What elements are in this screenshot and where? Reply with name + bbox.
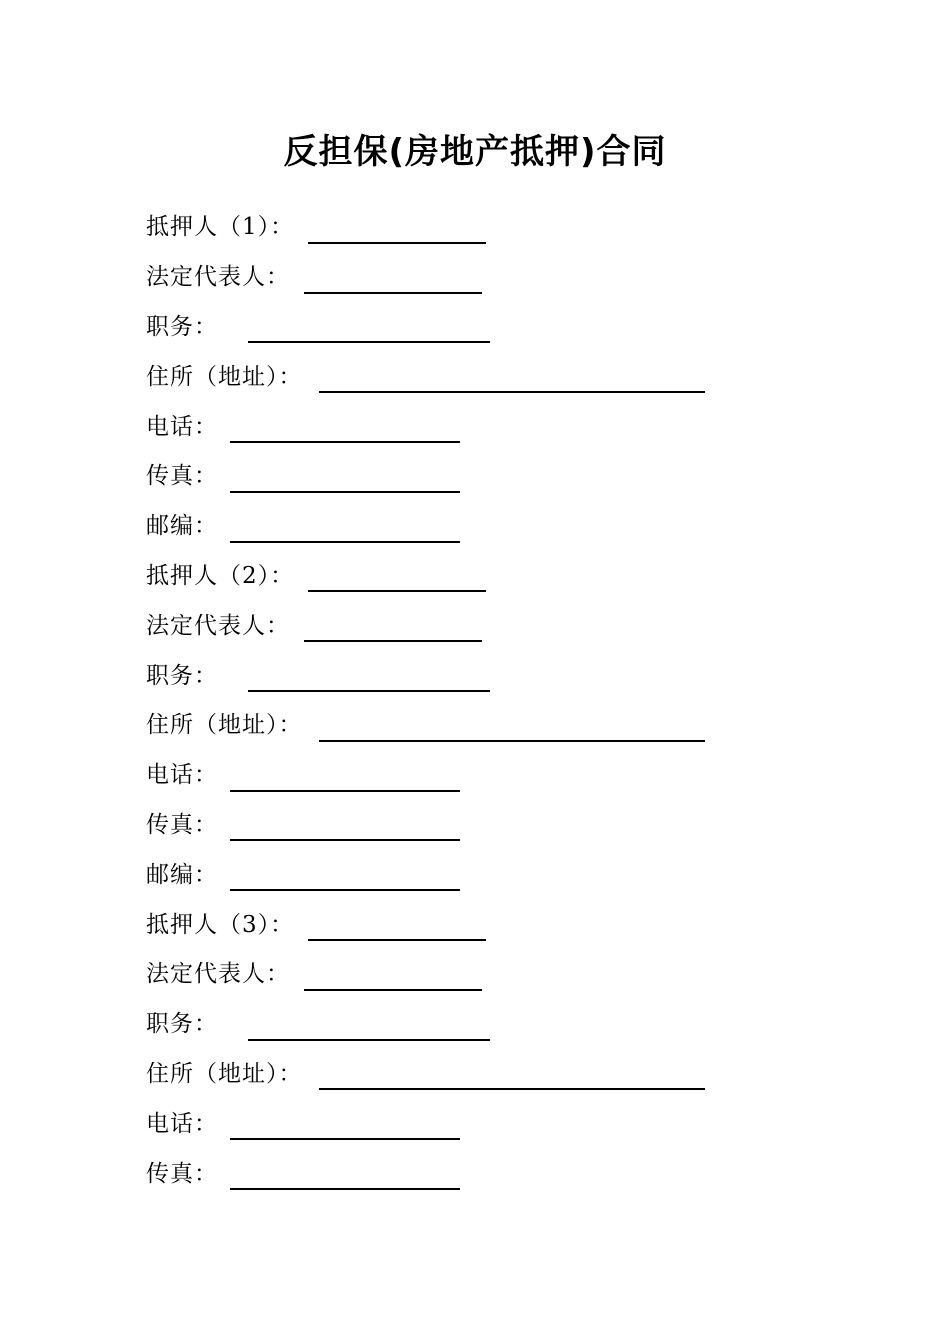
- fill-in-blank[interactable]: [304, 270, 482, 294]
- field-row-legal-rep-3: [146, 947, 846, 997]
- field-label: 法定代表人：: [146, 961, 290, 988]
- fill-in-blank[interactable]: [319, 369, 705, 393]
- fill-in-blank[interactable]: [308, 568, 486, 592]
- document-title: 反担保(房地产抵押)合同: [283, 132, 667, 172]
- contract-fields: [146, 200, 846, 1196]
- field-row-mortgagor-1: [146, 200, 846, 250]
- field-row-legal-rep-2: [146, 598, 846, 648]
- field-row-phone-1: [146, 399, 846, 449]
- field-label: 邮编：: [146, 861, 218, 888]
- field-row-fax-1: [146, 449, 846, 499]
- field-label: 邮编：: [146, 513, 218, 540]
- field-label: 传真：: [146, 463, 218, 490]
- fill-in-blank[interactable]: [230, 519, 460, 543]
- field-row-fax-3: [146, 1146, 846, 1196]
- field-row-mortgagor-3: [146, 897, 846, 947]
- fill-in-blank[interactable]: [248, 668, 490, 692]
- field-label: 抵押人（1）：: [146, 214, 295, 241]
- fill-in-blank[interactable]: [319, 1066, 705, 1090]
- field-row-position-1: [146, 300, 846, 350]
- field-row-legal-rep-1: [146, 250, 846, 300]
- fill-in-blank[interactable]: [230, 1166, 460, 1190]
- field-row-position-3: [146, 997, 846, 1047]
- field-label: 传真：: [146, 811, 218, 838]
- field-label: 抵押人（3）：: [146, 911, 295, 938]
- field-label: 电话：: [146, 413, 218, 440]
- field-row-mortgagor-2: [146, 549, 846, 599]
- field-row-address-1: [146, 349, 846, 399]
- fill-in-blank[interactable]: [230, 867, 460, 891]
- field-row-address-3: [146, 1047, 846, 1097]
- field-label: 电话：: [146, 762, 218, 789]
- field-row-phone-3: [146, 1096, 846, 1146]
- field-label: 住所（地址）：: [146, 712, 303, 739]
- fill-in-blank[interactable]: [230, 817, 460, 841]
- fill-in-blank[interactable]: [248, 1017, 490, 1041]
- field-label: 传真：: [146, 1160, 218, 1187]
- fill-in-blank[interactable]: [230, 469, 460, 493]
- field-label: 电话：: [146, 1110, 218, 1137]
- field-row-phone-2: [146, 748, 846, 798]
- fill-in-blank[interactable]: [319, 718, 705, 742]
- field-label: 住所（地址）：: [146, 1060, 303, 1087]
- fill-in-blank[interactable]: [308, 917, 486, 941]
- fill-in-blank[interactable]: [230, 419, 460, 443]
- field-label: 职务：: [146, 662, 218, 689]
- fill-in-blank[interactable]: [308, 220, 486, 244]
- field-row-position-2: [146, 648, 846, 698]
- fill-in-blank[interactable]: [304, 618, 482, 642]
- field-label: 法定代表人：: [146, 612, 290, 639]
- field-row-fax-2: [146, 798, 846, 848]
- field-row-address-2: [146, 698, 846, 748]
- field-label: 抵押人（2）：: [146, 562, 295, 589]
- field-label: 职务：: [146, 313, 218, 340]
- field-row-postcode-1: [146, 499, 846, 549]
- field-label: 法定代表人：: [146, 264, 290, 291]
- field-label: 职务：: [146, 1011, 218, 1038]
- fill-in-blank[interactable]: [230, 1116, 460, 1140]
- fill-in-blank[interactable]: [304, 967, 482, 991]
- fill-in-blank[interactable]: [248, 319, 490, 343]
- fill-in-blank[interactable]: [230, 768, 460, 792]
- field-row-postcode-2: [146, 847, 846, 897]
- field-label: 住所（地址）：: [146, 363, 303, 390]
